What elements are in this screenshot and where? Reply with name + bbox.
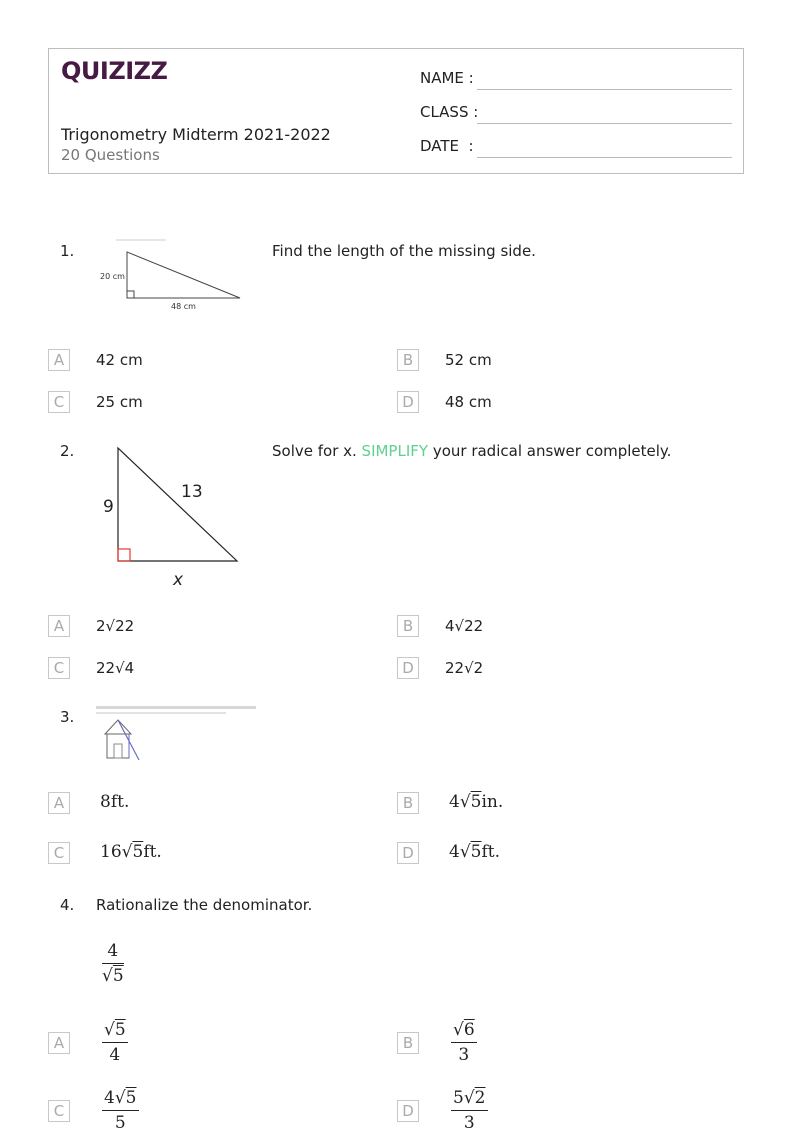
option-d-box[interactable]: D bbox=[397, 842, 419, 864]
option-c-box[interactable]: C bbox=[48, 1100, 70, 1122]
question-text: Rationalize the denominator. bbox=[96, 896, 313, 914]
option-c-text: 25 cm bbox=[96, 393, 143, 411]
worksheet-title: Trigonometry Midterm 2021-2022 bbox=[61, 125, 331, 144]
date-line bbox=[477, 157, 732, 158]
class-line bbox=[477, 123, 732, 124]
option-a-fraction: $\frac{√5}{4}$ bbox=[104, 1020, 126, 1065]
option-b-text: 52 cm bbox=[445, 351, 492, 369]
option-b-box[interactable]: B bbox=[397, 615, 419, 637]
option-b-text: 4√22 bbox=[445, 617, 484, 635]
question-count: 20 Questions bbox=[61, 146, 160, 164]
name-line bbox=[477, 89, 732, 90]
option-a-text: 8ft. bbox=[100, 792, 130, 812]
option-a-box[interactable]: A bbox=[48, 615, 70, 637]
option-c-fraction: $\frac{4√5}{5}$ bbox=[104, 1088, 137, 1133]
option-d-text: 22√2 bbox=[445, 659, 484, 677]
option-c-text: 22√4 bbox=[96, 659, 135, 677]
option-d-text: 48 cm bbox=[445, 393, 492, 411]
option-d-box[interactable]: D bbox=[397, 1100, 419, 1122]
q4-expression: $\frac{4}{√5}$ bbox=[102, 941, 124, 986]
option-c-text: 16√5ft. bbox=[100, 842, 162, 862]
option-d-box[interactable]: D bbox=[397, 391, 419, 413]
option-a-box[interactable]: A bbox=[48, 1032, 70, 1054]
q2-side-label: 9 bbox=[103, 497, 114, 517]
option-d-fraction: $\frac{5√2}{3}$ bbox=[453, 1088, 486, 1133]
question-number: 1. bbox=[60, 242, 75, 260]
q1-triangle-figure bbox=[96, 236, 246, 314]
option-d-box[interactable]: D bbox=[397, 657, 419, 679]
worksheet-header bbox=[48, 48, 744, 174]
option-b-text: 4√5in. bbox=[449, 792, 504, 812]
name-field[interactable]: NAME : bbox=[420, 69, 474, 87]
option-b-box[interactable]: B bbox=[397, 1032, 419, 1054]
question-number: 4. bbox=[60, 896, 75, 914]
q3-ladder-house-figure bbox=[96, 704, 258, 766]
question-text: Solve for x. SIMPLIFY your radical answer completely. bbox=[272, 442, 672, 460]
option-a-text: 42 cm bbox=[96, 351, 143, 369]
q1-base-label: 48 cm bbox=[171, 302, 196, 311]
option-b-box[interactable]: B bbox=[397, 349, 419, 371]
q1-side-label: 20 cm bbox=[100, 272, 125, 281]
question-number: 3. bbox=[60, 708, 75, 726]
option-c-box[interactable]: C bbox=[48, 842, 70, 864]
option-c-box[interactable]: C bbox=[48, 657, 70, 679]
option-a-box[interactable]: A bbox=[48, 349, 70, 371]
q2-base-label: x bbox=[173, 570, 184, 590]
option-a-text: 2√22 bbox=[96, 617, 135, 635]
class-field[interactable]: CLASS : bbox=[420, 103, 478, 121]
option-b-box[interactable]: B bbox=[397, 792, 419, 814]
q2-triangle-figure bbox=[96, 440, 246, 592]
date-field[interactable]: DATE : bbox=[420, 137, 474, 155]
option-d-text: 4√5ft. bbox=[449, 842, 501, 862]
simplify-highlight: SIMPLIFY bbox=[361, 442, 429, 460]
quizizz-logo: QUIZIZZ bbox=[61, 57, 168, 85]
option-b-fraction: $\frac{√6}{3}$ bbox=[453, 1020, 475, 1065]
q2-hyp-label: 13 bbox=[181, 482, 203, 502]
option-c-box[interactable]: C bbox=[48, 391, 70, 413]
option-a-box[interactable]: A bbox=[48, 792, 70, 814]
question-text: Find the length of the missing side. bbox=[272, 242, 536, 260]
question-number: 2. bbox=[60, 442, 75, 460]
